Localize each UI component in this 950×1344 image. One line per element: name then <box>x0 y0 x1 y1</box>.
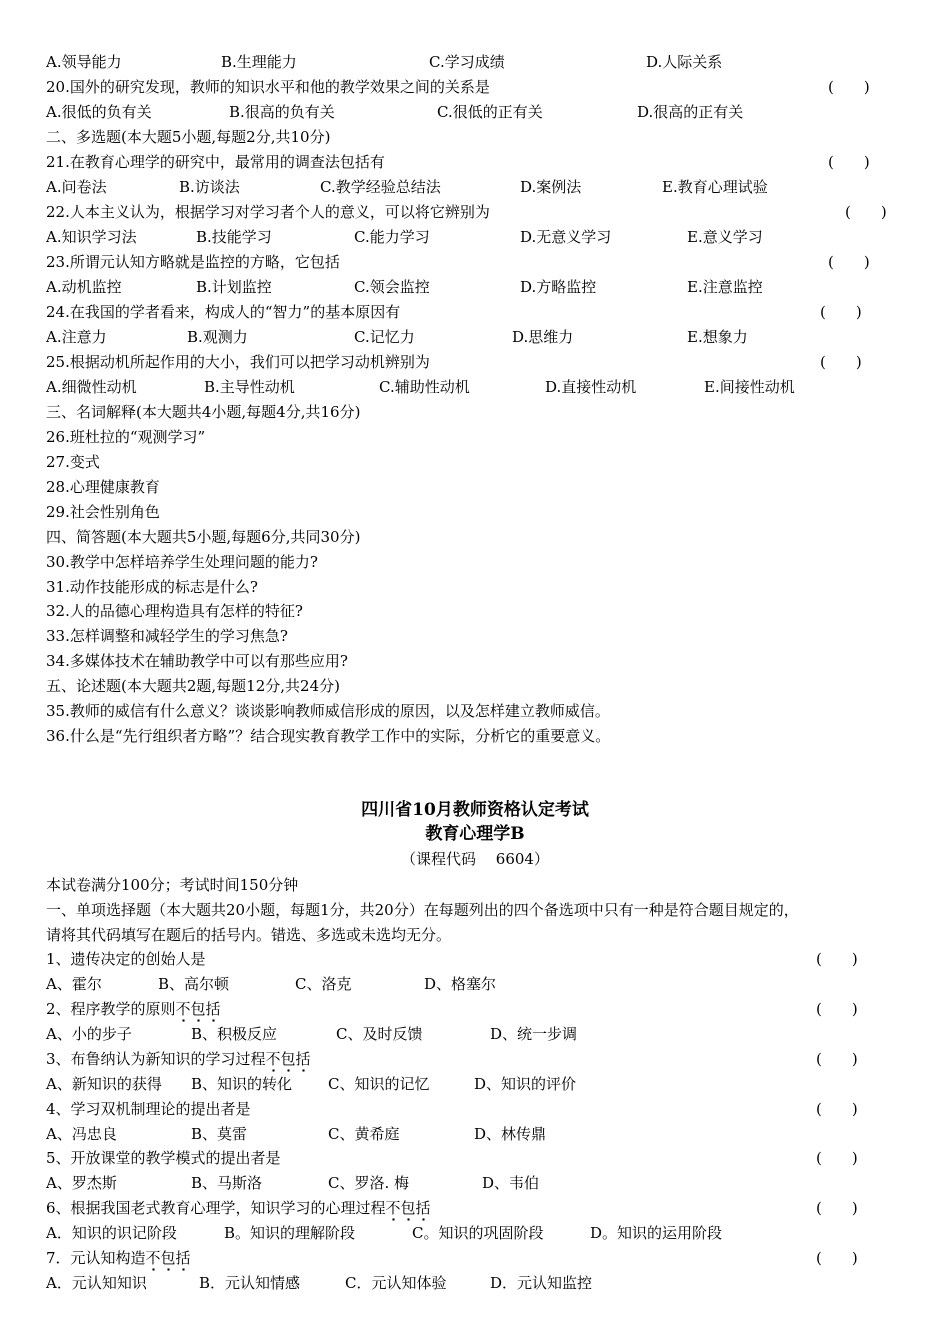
exam-info: 本试卷满分100分；考试时间150分钟 <box>46 876 299 894</box>
option: A.问卷法 <box>46 178 107 196</box>
option: A.很低的负有关 <box>46 103 152 121</box>
option: D.思维力 <box>512 328 574 346</box>
option: A、冯忠良 <box>46 1125 117 1143</box>
option: C.辅助性动机 <box>379 378 470 396</box>
option: B.技能学习 <box>196 228 272 246</box>
answer-parens: ( ) <box>820 353 862 371</box>
option: A．元认知知识 <box>46 1274 147 1292</box>
option: C。知识的巩固阶段 <box>412 1224 544 1242</box>
option: E.教育心理试验 <box>662 178 768 196</box>
answer-parens: ( ) <box>816 1199 858 1217</box>
question-text: 1、遗传决定的创始人是 <box>46 950 206 968</box>
section-5-heading: 五、论述题(本大题共2题,每题12分,共24分) <box>46 677 340 695</box>
option: E.意义学习 <box>687 228 763 246</box>
exam-subject: 教育心理学B <box>425 824 525 844</box>
option: D.无意义学习 <box>520 228 612 246</box>
option: A.知识学习法 <box>46 228 137 246</box>
exam-question-6 <box>46 1196 858 1220</box>
exam-question-7 <box>46 1246 858 1270</box>
option: A.细微性动机 <box>46 378 137 396</box>
option: B．元认知情感 <box>199 1274 301 1292</box>
exam-question-1 <box>46 947 858 971</box>
option: D.很高的正有关 <box>637 103 744 121</box>
option: D.人际关系 <box>646 53 723 71</box>
question-25 <box>46 350 862 374</box>
option: E.注意监控 <box>687 278 763 296</box>
question-text: 22.人本主义认为，根据学习对学习者个人的意义，可以将它辨别为 <box>46 203 490 221</box>
emphasis-text: 不包括 <box>145 1249 191 1267</box>
answer-parens: ( ) <box>816 1249 858 1267</box>
option: A．知识的识记阶段 <box>46 1224 177 1242</box>
answer-parens: ( ) <box>828 153 870 171</box>
exam-question-4 <box>46 1097 858 1121</box>
option: D、韦伯 <box>482 1174 540 1192</box>
question-text: 24.在我国的学者看来，构成人的“智力”的基本原因有 <box>46 303 401 321</box>
option: A、霍尔 <box>46 975 102 993</box>
option: C、洛克 <box>295 975 352 993</box>
option: B。知识的理解阶段 <box>224 1224 356 1242</box>
question-text: 6、根据我国老式教育心理学，知识学习的心理过程 <box>46 1199 386 1217</box>
option: B.很高的负有关 <box>229 103 335 121</box>
question-text: 3、布鲁纳认为新知识的学习过程 <box>46 1050 266 1068</box>
question-28: 28.心理健康教育 <box>46 478 160 496</box>
question-text: 7．元认知构造 <box>46 1249 146 1267</box>
option: B、知识的转化 <box>191 1075 293 1093</box>
question-31: 31.动作技能形成的标志是什么? <box>46 578 258 596</box>
option: B、莫雷 <box>191 1125 248 1143</box>
option: C、黄希庭 <box>328 1125 400 1143</box>
option: C.领会监控 <box>354 278 430 296</box>
question-24 <box>46 300 862 324</box>
question-29: 29.社会性别角色 <box>46 503 160 521</box>
question-text: 5、开放课堂的教学模式的提出者是 <box>46 1149 281 1167</box>
option: C、及时反馈 <box>336 1025 423 1043</box>
option: A.注意力 <box>46 328 107 346</box>
answer-parens: ( ) <box>820 303 862 321</box>
question-32: 32.人的品德心理构造具有怎样的特征? <box>46 602 303 620</box>
course-code: （课程代码 6604） <box>401 850 549 868</box>
question-27: 27.变式 <box>46 453 100 471</box>
question-34: 34.多媒体技术在辅助教学中可以有那些应用? <box>46 652 348 670</box>
option: A、新知识的获得 <box>46 1075 162 1093</box>
section-4-heading: 四、简答题(本大题共5小题,每题6分,共同30分) <box>46 528 361 546</box>
question-30: 30.教学中怎样培养学生处理问题的能力? <box>46 553 318 571</box>
option: B、积极反应 <box>191 1025 278 1043</box>
option: D.方略监控 <box>520 278 597 296</box>
option: D。知识的运用阶段 <box>590 1224 723 1242</box>
question-text: 20.国外的研究发现，教师的知识水平和他的教学效果之间的关系是 <box>46 78 490 96</box>
question-35: 35.教师的威信有什么意义？谈谈影响教师威信形成的原因，以及怎样建立教师威信。 <box>46 702 610 720</box>
option: B.计划监控 <box>196 278 272 296</box>
question-22 <box>46 200 887 224</box>
option: E.想象力 <box>687 328 748 346</box>
option: C、知识的记忆 <box>328 1075 430 1093</box>
question-text: 25.根据动机所起作用的大小，我们可以把学习动机辨别为 <box>46 353 430 371</box>
option: A、罗杰斯 <box>46 1174 117 1192</box>
option: B.生理能力 <box>221 53 297 71</box>
question-21 <box>46 150 870 174</box>
option: D、格塞尔 <box>424 975 497 993</box>
option: B、马斯洛 <box>191 1174 263 1192</box>
emphasis-text: 不包括 <box>175 1000 221 1018</box>
option: D.直接性动机 <box>545 378 637 396</box>
section-2-heading: 二、多选题(本大题5小题,每题2分,共10分) <box>46 128 331 146</box>
option: D、林传鼎 <box>474 1125 547 1143</box>
option: E.间接性动机 <box>704 378 795 396</box>
instructions-line-1: 一、单项选择题（本大题共20小题，每题1分，共20分）在每题列出的四个备选项中只有一种是符合题目规定的， <box>46 901 799 919</box>
option: A、小的步子 <box>46 1025 132 1043</box>
option: C.学习成绩 <box>429 53 505 71</box>
option: A.动机监控 <box>46 278 122 296</box>
section-3-heading: 三、名词解释(本大题共4小题,每题4分,共16分) <box>46 403 361 421</box>
question-text: 21.在教育心理学的研究中，最常用的调查法包括有 <box>46 153 385 171</box>
option: C.教学经验总结法 <box>320 178 441 196</box>
option: C.记忆力 <box>354 328 415 346</box>
question-36: 36.什么是“先行组织者方略”？结合现实教育教学工作中的实际，分析它的重要意义。 <box>46 727 611 745</box>
question-text: 23.所谓元认知方略就是监控的方略，它包括 <box>46 253 340 271</box>
option: D．元认知监控 <box>490 1274 593 1292</box>
emphasis-text: 不包括 <box>385 1199 431 1217</box>
option: C.能力学习 <box>354 228 430 246</box>
option: D.案例法 <box>520 178 582 196</box>
question-text: 2、程序教学的原则 <box>46 1000 176 1018</box>
option: A.领导能力 <box>46 53 122 71</box>
option: B、高尔顿 <box>158 975 230 993</box>
exam-question-5 <box>46 1146 858 1170</box>
exam-question-2 <box>46 997 858 1021</box>
option: B.主导性动机 <box>204 378 295 396</box>
question-26: 26.班杜拉的“观测学习” <box>46 428 206 446</box>
question-20 <box>46 75 870 99</box>
answer-parens: ( ) <box>816 1050 858 1068</box>
question-text: 4、学习双机制理论的提出者是 <box>46 1100 251 1118</box>
answer-parens: ( ) <box>816 1149 858 1167</box>
answer-parens: ( ) <box>845 203 887 221</box>
option: C、罗洛. 梅 <box>328 1174 410 1192</box>
instructions-line-2: 请将其代码填写在题后的括号内。错选、多选或未选均无分。 <box>46 926 452 944</box>
option: C.很低的正有关 <box>437 103 543 121</box>
option: C．元认知体验 <box>345 1274 447 1292</box>
answer-parens: ( ) <box>828 253 870 271</box>
question-23 <box>46 250 870 274</box>
answer-parens: ( ) <box>828 78 870 96</box>
answer-parens: ( ) <box>816 1100 858 1118</box>
exam-title: 四川省10月教师资格认定考试 <box>361 800 589 820</box>
option: D、知识的评价 <box>474 1075 577 1093</box>
exam-question-3 <box>46 1047 858 1071</box>
option: D、统一步调 <box>490 1025 578 1043</box>
emphasis-text: 不包括 <box>265 1050 311 1068</box>
answer-parens: ( ) <box>816 950 858 968</box>
option: B.访谈法 <box>179 178 240 196</box>
option: B.观测力 <box>187 328 248 346</box>
answer-parens: ( ) <box>816 1000 858 1018</box>
question-33: 33.怎样调整和减轻学生的学习焦急? <box>46 627 288 645</box>
